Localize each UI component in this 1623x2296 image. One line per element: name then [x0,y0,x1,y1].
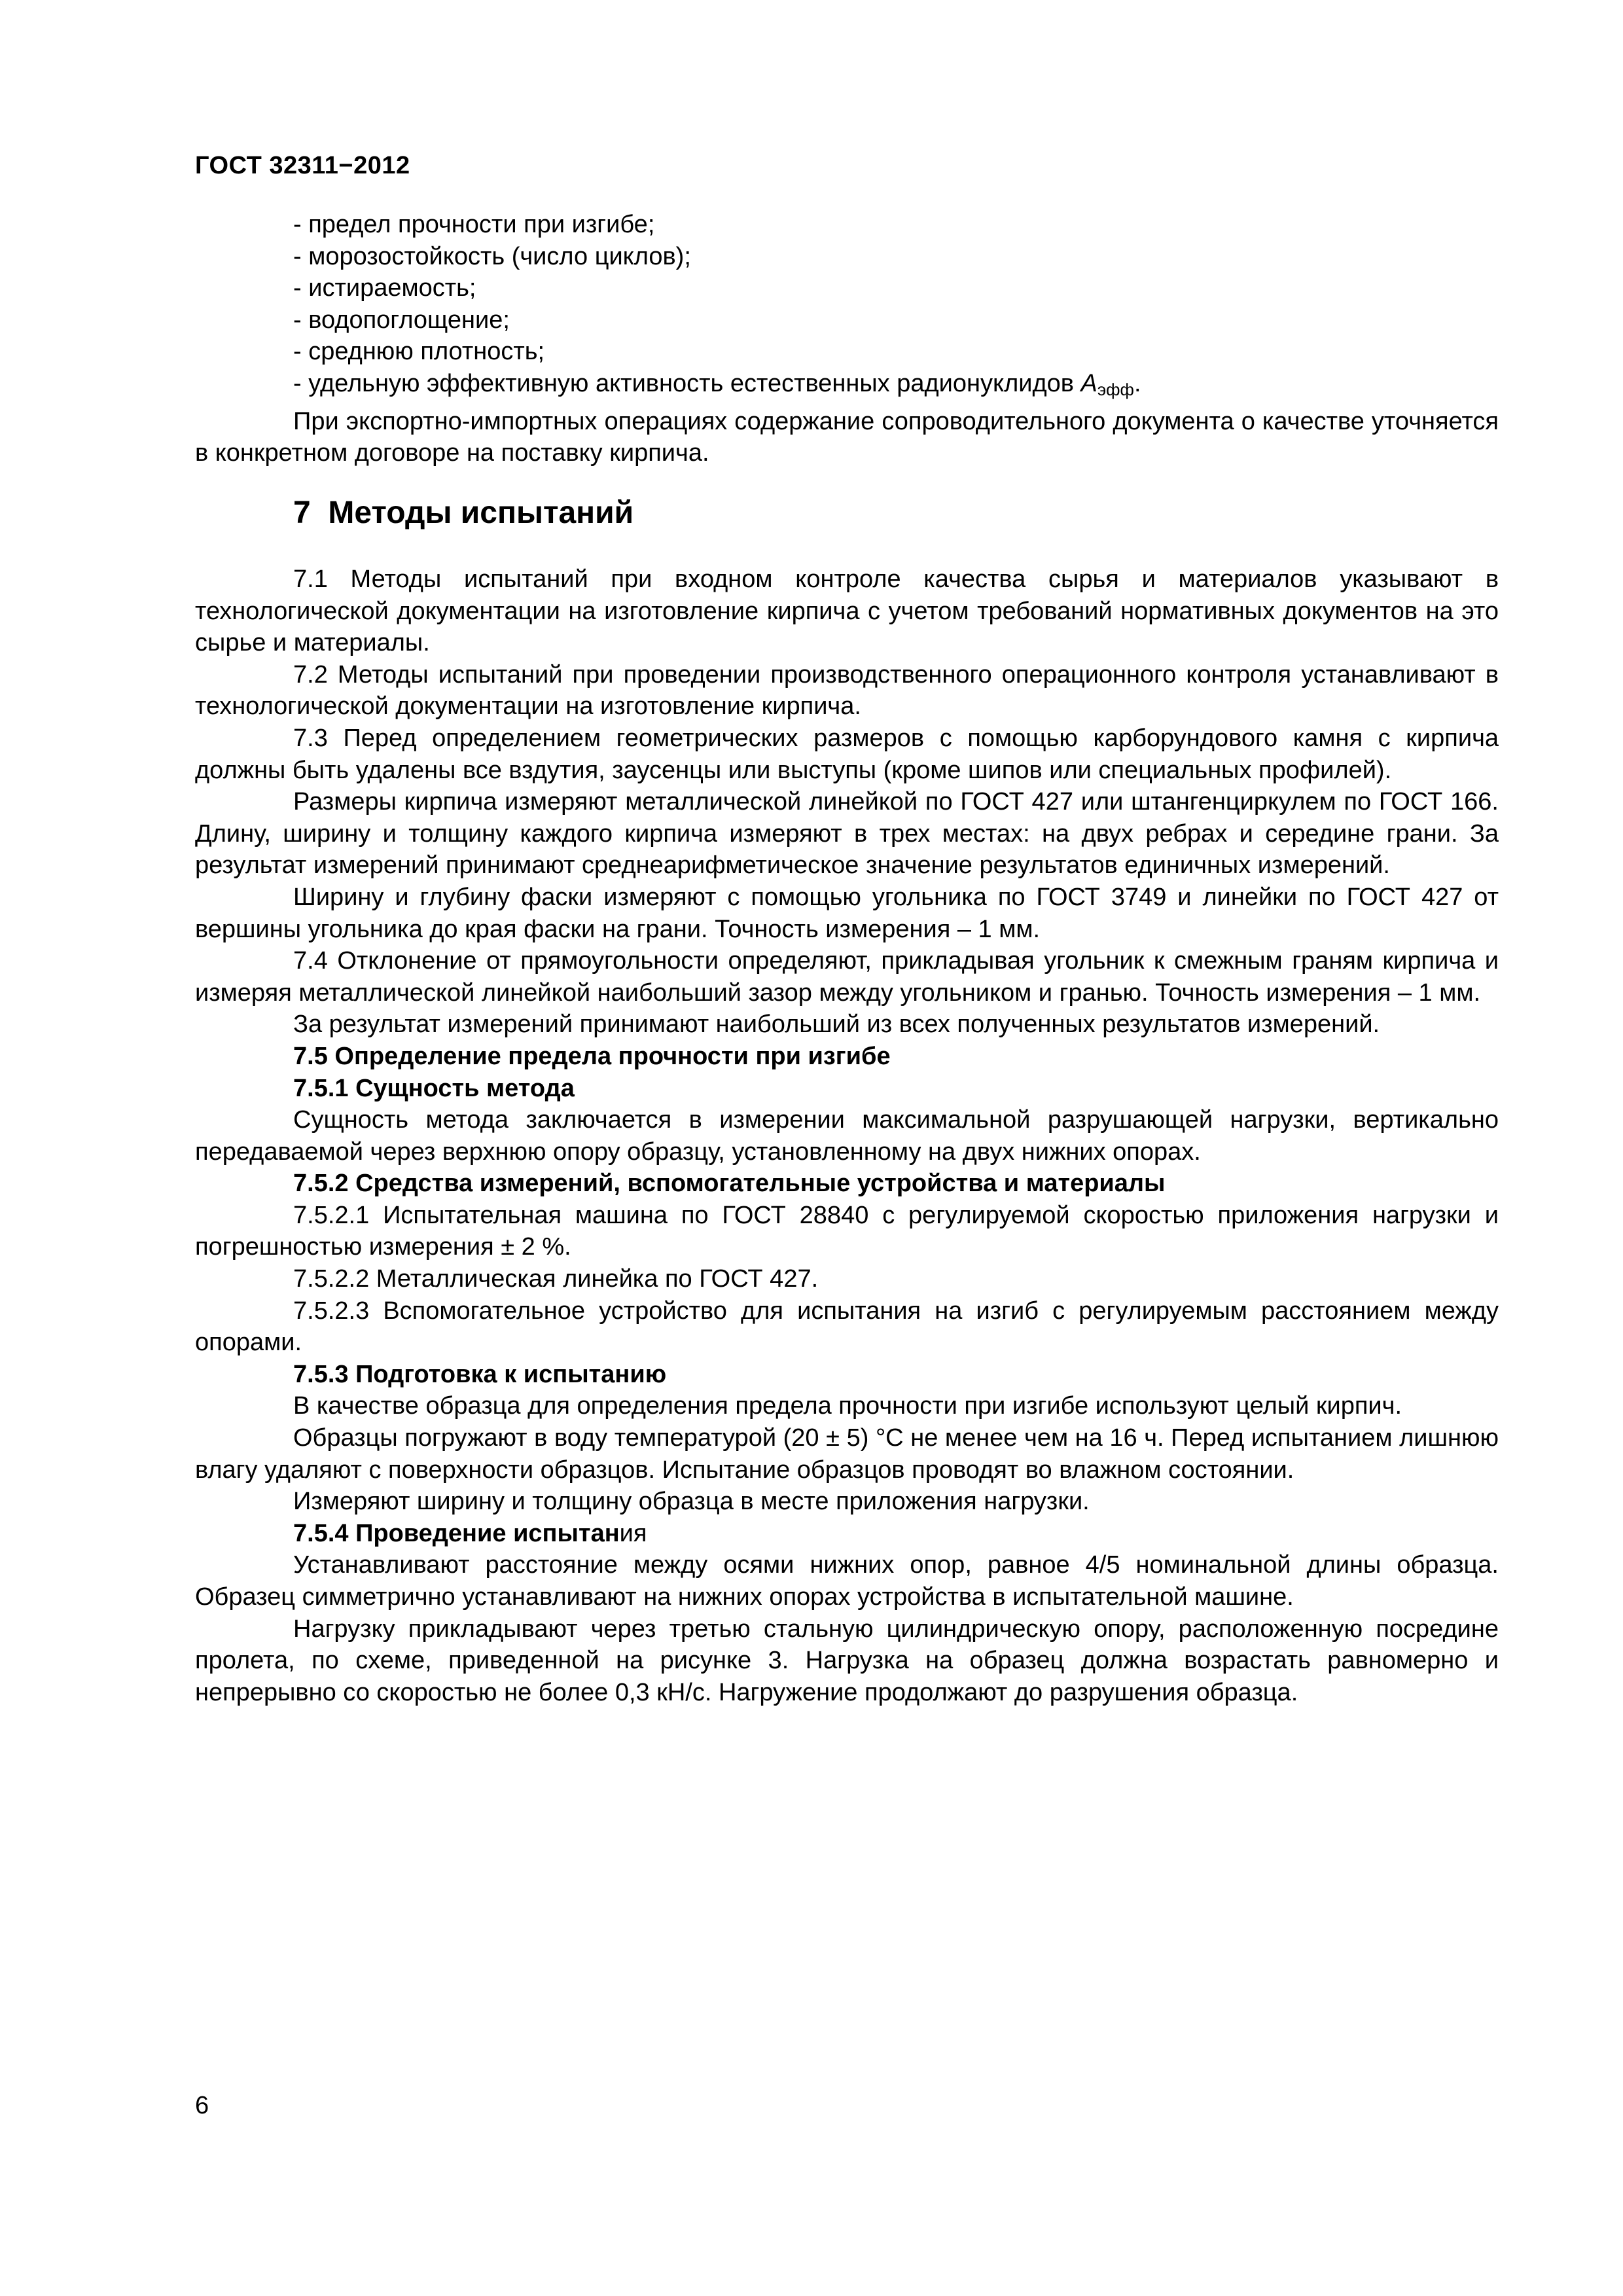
heading-7-5-1: 7.5.1 Сущность метода [293,1074,575,1102]
paragraph-7-2: 7.2 Методы испытаний при проведении производственного операционного контроля устанавливают в технологической документации на изготовление кирпича. [195,660,1499,721]
list-item-text: - удельную эффективную активность естественных радионуклидов [293,369,1081,397]
paragraph-7-5-3-c: Измеряют ширину и толщину образца в месте приложения нагрузки. [293,1488,1090,1516]
section-title: Методы испытаний [328,495,634,530]
paragraph-result: За результат измерений принимают наибольший из всех полученных результатов измерений. [293,1011,1380,1039]
list-item: - предел прочности при изгибе; [293,211,655,238]
paragraph-7-5-3-b: Образцы погружают в воду температурой (20 ± 5) °С не менее чем на 16 ч. Перед испытанием лишнюю влагу удаляют с поверхности образцов. Испытание образцов проводят во влажном состоянии. [195,1424,1499,1484]
paragraph-7-5-3-a: В качестве образца для определения предела прочности при изгибе используют целый кирпич. [293,1392,1402,1420]
list-item: - среднюю плотность; [293,338,545,366]
requirements-list [195,209,1499,469]
paragraph-7-5-4-b: Нагрузку прикладывают через третью стальную цилиндрическую опору, расположенную посредине пролета, по схеме, приведенной на рисунке 3. Нагрузка на образец должна возрастать равномерно и непрерывно со скоростью не более 0,3 кН/с. Нагружение продолжают до разрушения образца. [195,1615,1499,1706]
paragraph-7-1: 7.1 Методы испытаний при входном контроле качества сырья и материалов указывают в технологической документации на изготовление кирпича с учетом требований нормативных документов на это сырье и материалы. [195,565,1499,657]
heading-7-5: 7.5 Определение предела прочности при изгибе [293,1042,891,1070]
section-heading [293,495,633,531]
document-header: ГОСТ 32311−2012 [195,152,410,179]
list-item: - морозостойкость (число циклов); [293,242,691,270]
list-item: - истираемость; [293,274,476,302]
list-item [195,368,1499,406]
paragraph-7-5-2-2: 7.5.2.2 Металлическая линейка по ГОСТ 427. [293,1265,819,1293]
paragraph-7-4: 7.4 Отклонение от прямоугольности определяют, прикладывая угольник к смежным граням кирпича и измеряя металлической линейкой наибольший зазор между угольником и гранью. Точность измерения – 1 мм. [195,947,1499,1007]
heading-7-5-4-tail: ия [619,1519,647,1547]
activity-symbol: A [1080,369,1097,397]
paragraph-7-5-4-a: Устанавливают расстояние между осями нижних опор, равное 4/5 номинальной длины образца. Образец симметрично устанавливают на нижних опорах устройства в испытательной машине. [195,1551,1499,1611]
section-body [195,564,1499,1708]
export-paragraph: При экспортно-импортных операциях содержание сопроводительного документа о качестве уточняется в конкретном договоре на поставку кирпича. [195,407,1499,467]
heading-7-5-2: 7.5.2 Средства измерений, вспомогательные устройства и материалы [293,1170,1166,1198]
paragraph-7-5-2-3: 7.5.2.3 Вспомогательное устройство для испытания на изгиб с регулируемым расстоянием между опорами. [195,1297,1499,1357]
paragraph-7-3: 7.3 Перед определением геометрических размеров с помощью карборундового камня с кирпича должны быть удалены все вздутия, заусенцы или выступы (кроме шипов или специальных профилей). [195,724,1499,784]
activity-subscript: эфф [1097,379,1134,399]
section-number: 7 [293,495,311,530]
heading-7-5-4 [195,1518,1499,1550]
list-item-end: . [1133,369,1141,397]
paragraph-sizes: Размеры кирпича измеряют металлической линейкой по ГОСТ 427 или штангенциркулем по ГОСТ 166. Длину, ширину и толщину каждого кирпича измеряют в трех местах: на двух ребрах и середине грани. За результат измерений принимают среднеарифметическое значение результатов единичных измерений. [195,788,1499,880]
paragraph-7-5-1: Сущность метода заключается в измерении максимальной разрушающей нагрузки, вертикально передаваемой через верхнюю опору образцу, установленному на двух нижних опорах. [195,1106,1499,1166]
list-item: - водопоглощение; [293,306,510,334]
paragraph-chamfer: Ширину и глубину фаски измеряют с помощью угольника по ГОСТ 3749 и линейки по ГОСТ 427 от вершины угольника до края фаски на грани. Точность измерения – 1 мм. [195,883,1499,943]
paragraph-7-5-2-1: 7.5.2.1 Испытательная машина по ГОСТ 28840 с регулируемой скоростью приложения нагрузки и погрешностью измерения ± 2 %. [195,1201,1499,1261]
heading-7-5-4-bold: 7.5.4 Проведение испытан [293,1519,620,1547]
heading-7-5-3: 7.5.3 Подготовка к испытанию [293,1360,667,1388]
page-number: 6 [195,2092,209,2119]
